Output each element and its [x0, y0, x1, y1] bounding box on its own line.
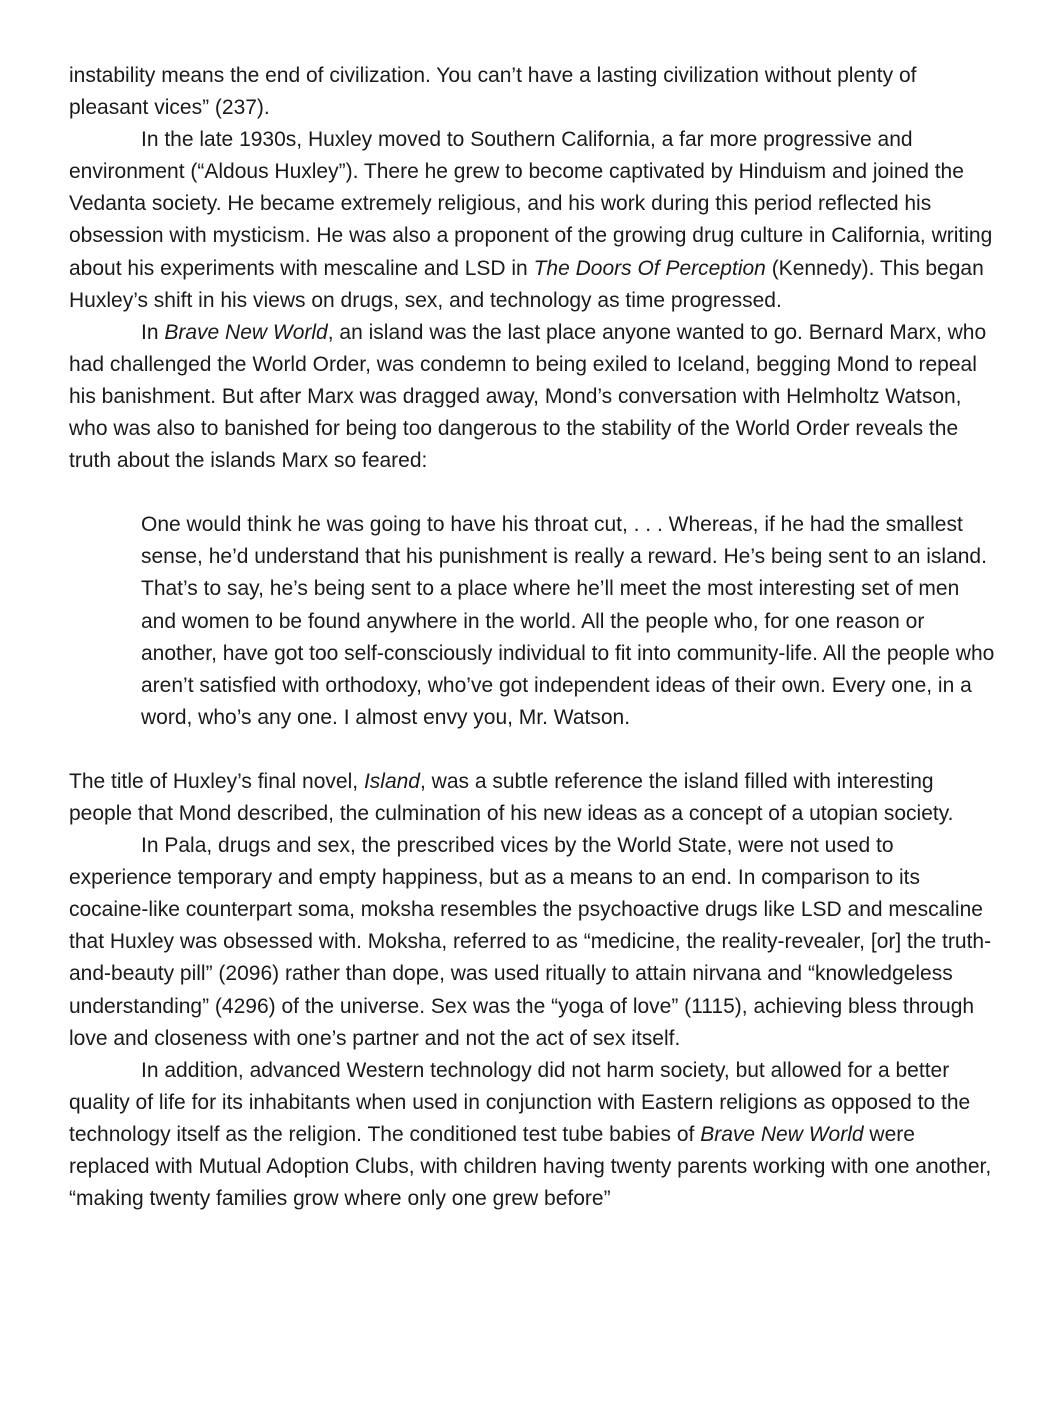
book-title-doors-of-perception: The Doors Of Perception: [533, 256, 766, 280]
block-quote: One would think he was going to have his throat cut, . . . Whereas, if he had the smallest sense, he’d understand that his punishment is really a reward. He’s being sent to an island. That’s to say, he’s being sent to a place where he’ll meet the most interesting set of men and women to be found anywhere in the world. All the people who, for one reason or another, have got too self-consciously individual to fit into community-life. All the people who aren’t satisfied with orthodoxy, who’ve got independent ideas of their own. Every one, in a word, who’s any one. I almost envy you, Mr. Watson.: [141, 513, 995, 729]
book-title-island: Island: [363, 769, 420, 793]
book-title-brave-new-world-2: Brave New World: [700, 1122, 864, 1146]
paragraph-california: In the late 1930s, Huxley moved to Southern California, a far more progressive and environment (“Aldous Huxley”). There he grew to become captivated by Hinduism and joined the Vedanta society. He became extremely religious, and his work during this period reflected his obsession with mysticism. He was also a proponent of the growing drug culture in California, writing about his experiments with mescaline and LSD in The Doors Of Perception (Kennedy). This began Huxley’s shift in his views on drugs, sex, and technology as time progressed.: [69, 128, 993, 312]
book-title-brave-new-world: Brave New World: [164, 320, 328, 344]
paragraph-island-title: The title of Huxley’s final novel, Island, was a subtle reference the island filled with interesting people that Mond described, the culmination of his new ideas as a concept of a utopian society.: [69, 769, 954, 825]
paragraph-island-exile: In Brave New World, an island was the last place anyone wanted to go. Bernard Marx, who had challenged the World Order, was condemn to being exiled to Iceland, begging Mond to repeal his banishment. But after Marx was dragged away, Mond’s conversation with Helmholtz Watson, who was also to banished for being too dangerous to the stability of the World Order reveals the truth about the islands Marx so feared:: [69, 320, 987, 473]
paragraph-pala: In Pala, drugs and sex, the prescribed vices by the World State, were not used to experience temporary and empty happiness, but as a means to an end. In comparison to its cocaine-like counterpart soma, moksha resembles the psychoactive drugs like LSD and mescaline that Huxley was obsessed with. Moksha, referred to as “medicine, the reality-revealer, [or] the truth-and-beauty pill” (2096) rather than dope, was used ritually to attain nirvana and “knowledgeless understanding” (4296) of the universe. Sex was the “yoga of love” (1115), achieving bless through love and closeness with one’s partner and not the act of sex itself.: [69, 834, 992, 1050]
paragraph-technology: In addition, advanced Western technology did not harm society, but allowed for a better quality of life for its inhabitants when used in conjunction with Eastern religions as opposed to the technology itself as the religion. The conditioned test tube babies of Brave New World were replaced with Mutual Adoption Clubs, with children having twenty parents working with one another, “making twenty families grow where only one grew before”: [69, 1058, 992, 1211]
document-page: [69, 60, 999, 1215]
paragraph-continued: instability means the end of civilization. You can’t have a lasting civilization without plenty of pleasant vices” (237).: [69, 64, 917, 120]
